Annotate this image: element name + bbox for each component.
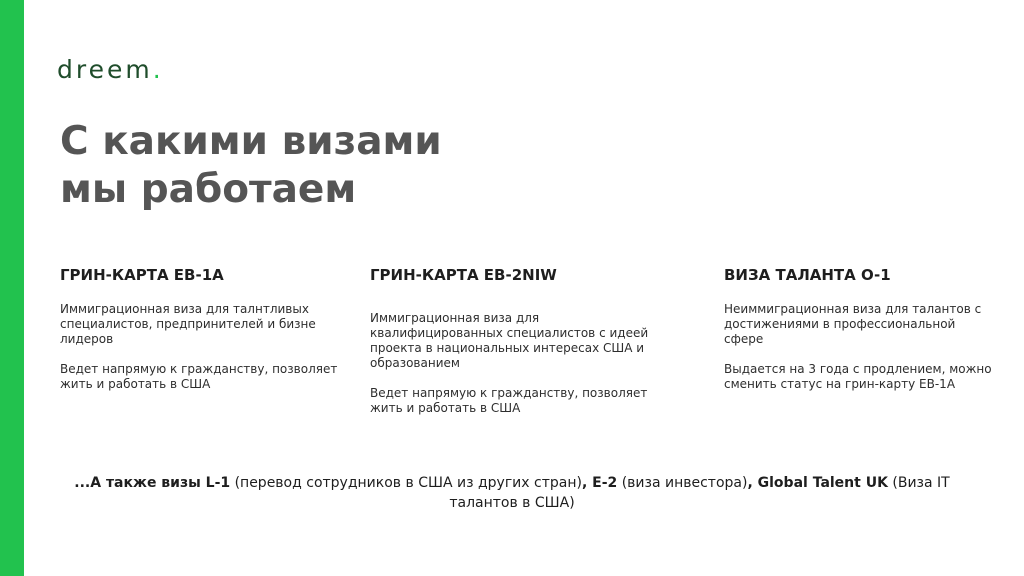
card-title: ГРИН-КАРТА EB-2NIW (370, 266, 557, 284)
footer-l1: ...А также визы L-1 (74, 475, 231, 491)
card-benefit: Ведет напрямую к гражданству, позволяет жить и работать в США (60, 362, 338, 391)
logo (57, 55, 164, 84)
accent-bar (0, 0, 24, 576)
footer-e2: , E-2 (581, 475, 618, 491)
card-benefit: Выдается на 3 года с продлением, можно сменить статус на грин-карту EB-1A (724, 362, 992, 391)
footer-global-talent: , Global Talent UK (747, 475, 888, 491)
other-visas-note (40, 473, 984, 513)
footer-global-talent-desc: (Виза IT талантов в США) (449, 475, 950, 511)
visa-card-eb1a (60, 266, 345, 392)
card-description: Иммиграционная виза для талнтливых специалистов, предпринителей и бизне лидеров (60, 302, 316, 346)
logo-text: dreem (57, 55, 153, 84)
page-title (60, 118, 580, 214)
card-title: ГРИН-КАРТА EB-1A (60, 266, 224, 284)
card-benefit: Ведет напрямую к гражданству, позволяет жить и работать в США (370, 386, 648, 415)
footer-l1-desc: (перевод сотрудников в США из других стран) (230, 475, 582, 491)
footer-e2-desc: (виза инвестора) (617, 475, 748, 491)
visa-card-o1 (724, 266, 994, 392)
page-title-line1: С какими визами (60, 119, 442, 164)
card-title: ВИЗА ТАЛАНТА O-1 (724, 266, 891, 284)
card-description: Неиммиграционная виза для талантов с достижениями в профессиональной сфере (724, 302, 982, 346)
logo-dot: . (152, 55, 164, 84)
visa-card-eb2niw (370, 266, 660, 416)
page-title-line2: мы работаем (60, 167, 357, 212)
card-description: Иммиграционная виза для квалифицированных специалистов с идеей проекта в национальных интересах США и образованием (370, 311, 649, 370)
